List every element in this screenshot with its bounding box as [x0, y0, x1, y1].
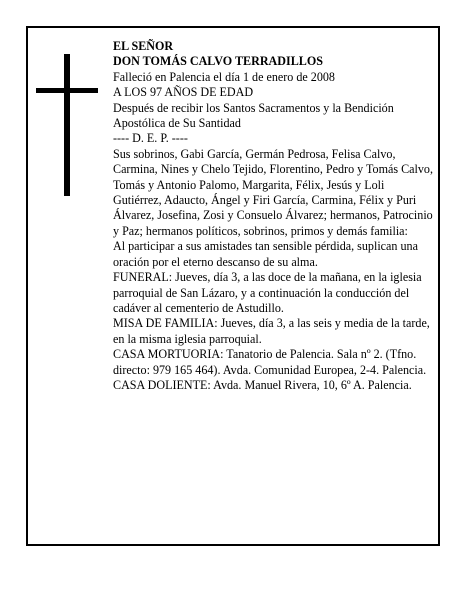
sacraments-line: Después de recibir los Santos Sacramentos y la Bendición Apostólica de Su Santidad	[113, 100, 394, 131]
cross-icon	[36, 54, 98, 196]
mortuary-info: CASA MORTUORIA: Tanatorio de Palencia. Sala nº 2. (Tfno. directo: 979 165 464). Avda. Comunidad Europea, 2-4. Palencia.	[113, 347, 427, 377]
title-line-1: EL SEÑOR	[113, 39, 174, 53]
death-date: Falleció en Palencia el día 1 de enero de 2008	[113, 69, 335, 84]
cross-horizontal-bar	[36, 88, 98, 93]
mourning-house-info: CASA DOLIENTE: Avda. Manuel Rivera, 10, 6º A. Palencia.	[113, 377, 412, 392]
funeral-info: FUNERAL: Jueves, día 3, a las doce de la mañana, en la iglesia parroquial de San Lázaro, y a continuación la conducción del cadáver al cementerio de Astudillo.	[113, 270, 422, 315]
age-line: A LOS 97 AÑOS DE EDAD	[113, 85, 254, 100]
dep-line: ---- D. E. P. ----	[113, 131, 188, 146]
family-paragraph: Sus sobrinos, Gabi García, Germán Pedrosa, Felisa Calvo, Carmina, Nines y Chelo Tejido, Florentino, Pedro y Tomás Calvo, Tomás y Antonio Palomo, Margarita, Félix, Jesús y Loli Gutiérrez, Adaucto, Ángel y Firi García, Carmina, Félix y Puri Álvarez, Josefina, Zosi y Consuelo Álvarez; hermanos, Patrocinio y Paz; hermanos políticos, sobrinos, primos y demás familia:	[113, 146, 433, 238]
prayer-request: Al participar a sus amistades tan sensible pérdida, suplican una oración por el eterno descanso de su alma.	[113, 239, 418, 269]
notice-text	[113, 39, 435, 393]
family-mass-info: MISA DE FAMILIA: Jueves, día 3, a las seis y media de la tarde, en la misma iglesia parroquial.	[113, 316, 430, 346]
cross-vertical-bar	[64, 54, 70, 196]
deceased-name: DON TOMÁS CALVO TERRADILLOS	[113, 54, 323, 69]
